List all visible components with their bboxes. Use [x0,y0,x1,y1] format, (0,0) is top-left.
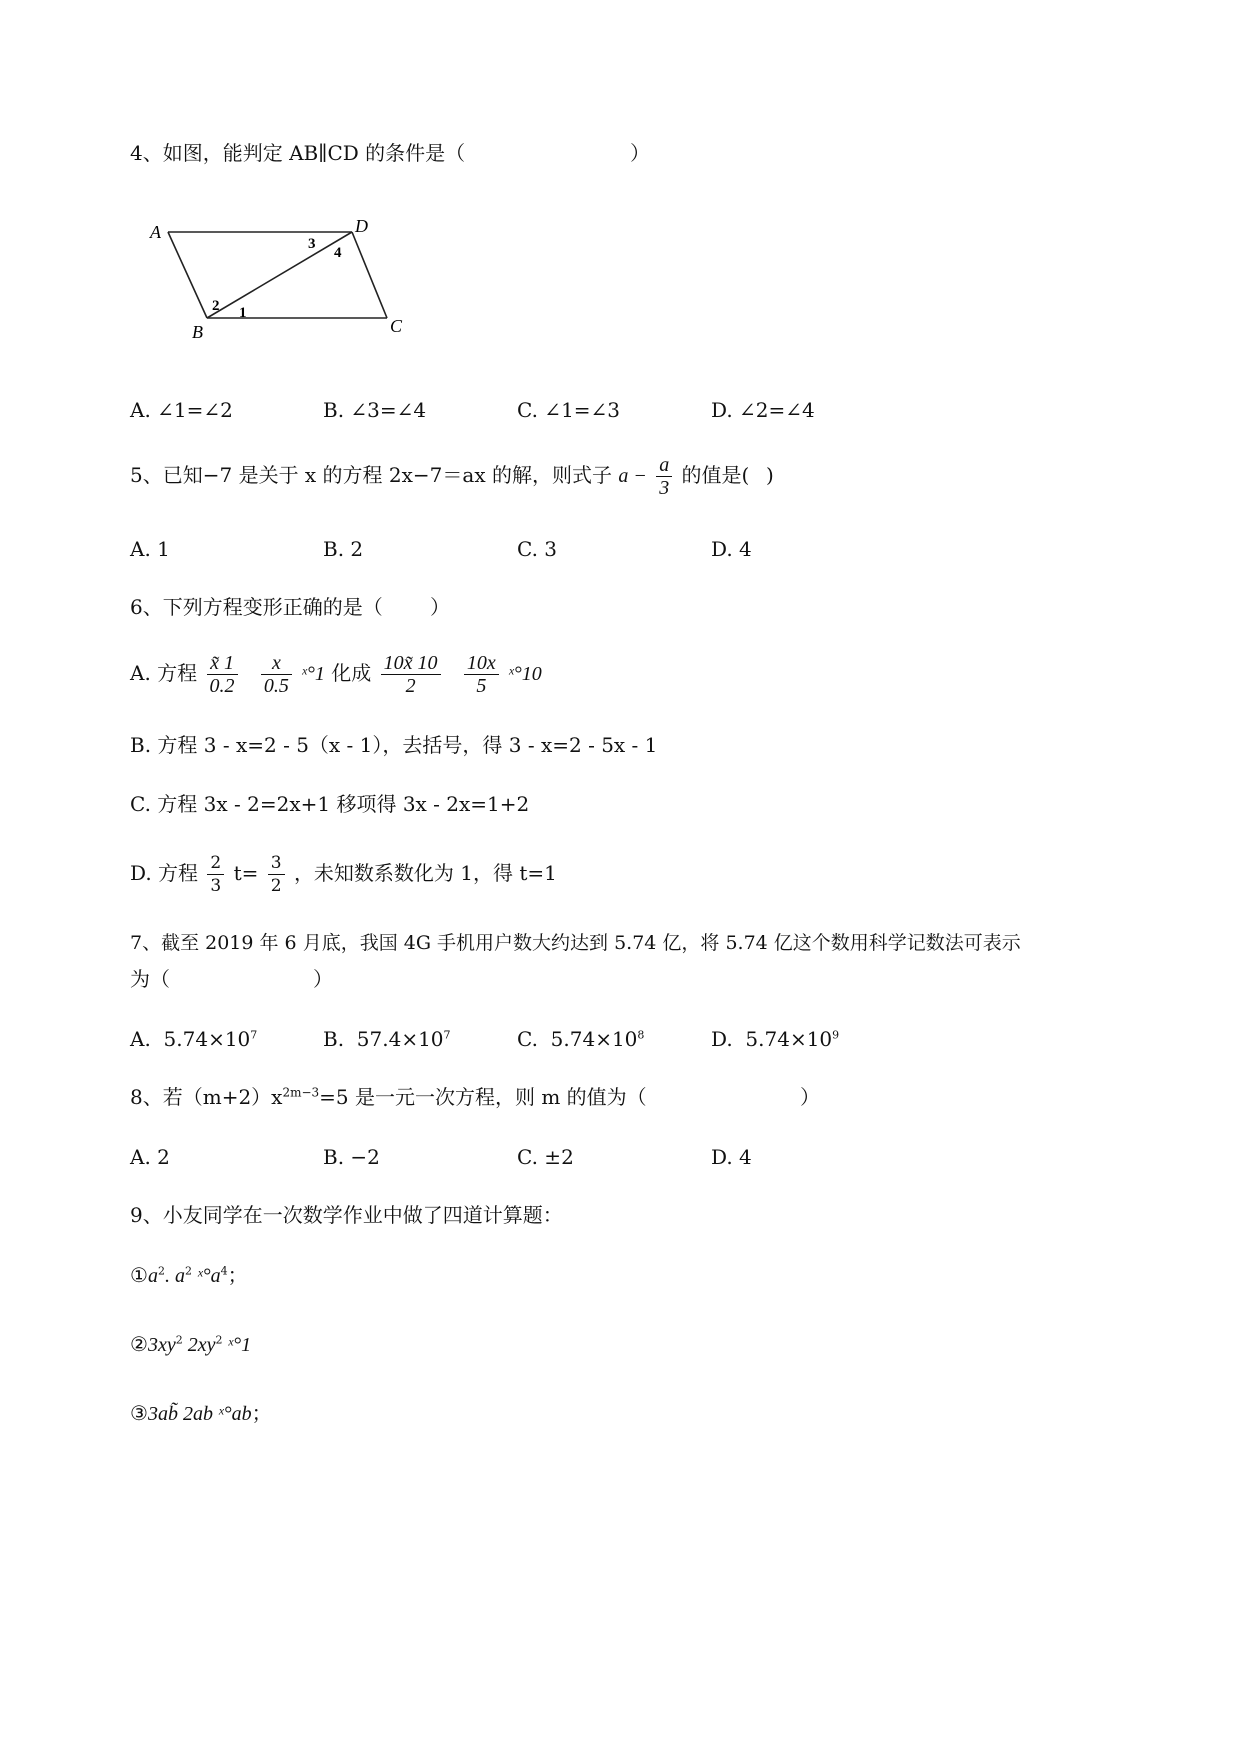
q7-option-c-exp: 8 [637,1028,645,1042]
q5-option-a: A. 1 [130,537,170,561]
q6-a-f1-den: 0.2 [209,675,235,697]
q4-option-d: D. ∠2=∠4 [711,398,815,422]
q7-option-a [130,1026,257,1052]
q6-a-fraction-2 [261,652,292,697]
q8-close-paren: ） [800,1085,820,1109]
angle-label-3: 3 [308,236,316,252]
vertex-label-c: C [390,316,403,336]
q9-item-2 [130,1331,251,1358]
q6-a-f2-den: 0.5 [263,675,289,697]
q5-close-paren: ) [766,463,774,487]
q6-option-a-label: A. 方程 [130,661,198,685]
q7-option-b-exp: 7 [443,1028,451,1042]
q9-item-3-mark: ③ [130,1401,148,1425]
q9-item-1-eq: ˣ°a [191,1265,221,1287]
q6-close-paren: ） [430,595,450,619]
q9-item-1-sup-2: 2 [184,1264,192,1278]
vertex-label-d: D [355,216,368,236]
q7-close-paren: ） [313,967,333,991]
q6-a-rhs-1: ˣ°1 [301,663,325,685]
q6-d-f2-num: 3 [268,852,285,875]
q7-option-b [323,1026,451,1052]
q5-option-d: D. 4 [711,537,752,561]
q9-item-2-base: 3xy [147,1334,176,1356]
q9-item-2-mid: 2xy [182,1334,216,1356]
q9-item-2-mark: ② [130,1332,148,1356]
q6-d-fraction-1 [207,852,224,897]
q6-stem: 6、下列方程变形正确的是（ [130,595,383,619]
q6-d-f2-den: 2 [270,876,282,896]
q4-stem [130,140,465,166]
q6-a-f4-den: 5 [476,675,487,697]
q9-stem: 9、小友同学在一次数学作业中做了四道计算题： [130,1203,563,1227]
q6-d-f1-den: 3 [210,876,222,896]
q7-option-a-base: 5.74×10 [163,1027,251,1051]
q4-close-paren: ） [630,141,650,165]
q9-item-1-sup-1: 2 [157,1264,165,1278]
q6-a-rhs-2: ˣ°10 [508,663,542,685]
q7-option-d-exp: 9 [832,1028,840,1042]
q9-item-1 [130,1262,248,1289]
angle-label-4: 4 [334,245,342,261]
q9-item-1-tail: ； [227,1263,248,1287]
q6-option-b: B. 方程 3 - x=2 - 5（x - 1），去括号，得 3 - x=2 - 5x - 1 [130,733,658,757]
q6-d-tail: ，未知数系数化为 1，得 t=1 [293,861,557,885]
q7-option-c-label: C. [517,1027,538,1051]
q9-item-1-sup-3: 4 [220,1264,228,1278]
q9-item-3-tail: ； [251,1401,272,1425]
q9-item-3-eq: ˣ°ab [212,1403,252,1425]
q6-d-f1-num: 2 [207,852,224,875]
q9-item-3-base: 3ab̃ 2ab [147,1403,213,1425]
q7-option-c [517,1026,644,1052]
q7-option-b-label: B. [323,1027,345,1051]
q9-item-2-sup-1: 2 [175,1333,183,1347]
q7-option-d-label: D. [711,1027,733,1051]
parallelogram-figure [140,210,440,345]
q6-d-fraction-2 [268,852,285,897]
q6-a-fraction-4 [464,652,499,697]
q5-stem-a: 5、已知−7 是关于 x 的方程 2x−7＝ax 的解，则式子 [130,463,612,487]
q8-exponent: 2m−3 [282,1085,320,1100]
q8-option-c: C. ±2 [517,1145,574,1169]
angle-label-1: 1 [239,305,247,321]
q8-option-b: B. −2 [323,1145,380,1169]
q6-a-f2-num: x [261,652,292,675]
q7-line-1: 7、截至 2019 年 6 月底，我国 4G 手机用户数大约达到 5.74 亿，将 5.74 亿这个数用科学记数法可表示 [130,932,1021,954]
vertex-label-a: A [150,222,161,242]
q7-option-d-base: 5.74×10 [745,1027,833,1051]
q7-option-b-base: 57.4×10 [356,1027,444,1051]
q6-option-c: C. 方程 3x - 2=2x+1 移项得 3x - 2x=1+2 [130,792,530,816]
q7-option-c-base: 5.74×10 [550,1027,638,1051]
q8-stem-b: =5 是一元一次方程，则 m 的值为（ [319,1085,647,1109]
q9-item-1-mark: ① [130,1263,148,1287]
q8-option-a: A. 2 [130,1145,170,1169]
q6-a-fraction-1 [207,652,238,697]
q4-option-a: A. ∠1=∠2 [130,398,233,422]
q5-option-b: B. 2 [323,537,364,561]
q6-a-f4-num: 10x [464,652,499,675]
q4-option-b: B. ∠3=∠4 [323,398,427,422]
q6-a-mid: 化成 [331,661,372,685]
q5-expr: a − [618,465,647,487]
q6-option-d-label: D. 方程 [130,861,199,885]
q6-option-d [130,848,557,898]
q5-fraction [656,454,672,499]
q4-option-c: C. ∠1=∠3 [517,398,621,422]
q7-option-a-exp: 7 [250,1028,258,1042]
q6-d-mid: t= [233,861,259,885]
q9-item-2-sup-2: 2 [215,1333,223,1347]
q8-stem-a: 8、若（m+2）x [130,1085,283,1109]
q5-stem [130,452,749,499]
q5-fraction-num: a [656,454,672,477]
q6-a-fraction-3 [381,652,441,697]
q5-fraction-den: 3 [659,477,670,499]
vertex-label-b: B [192,322,203,342]
q7-option-d [711,1026,839,1052]
q9-item-1-mid: . a [164,1265,185,1287]
q8-option-d: D. 4 [711,1145,752,1169]
q7-line-2: 为（ [130,967,170,991]
q6-option-a [130,648,542,699]
q9-item-3 [130,1400,272,1427]
q8-stem [130,1084,647,1110]
q4-stem-text: 4、如图，能判定 AB∥CD 的条件是（ [130,141,466,165]
q6-a-f3-num: 10x̃ 10 [381,652,441,675]
q5-stem-b: 的值是( [681,463,750,487]
q7-option-a-label: A. [130,1027,151,1051]
q5-option-c: C. 3 [517,537,558,561]
angle-label-2: 2 [212,298,220,314]
q9-item-1-base: a [147,1265,158,1287]
q6-a-f3-den: 2 [405,675,416,697]
q9-item-2-eq: ˣ°1 [222,1334,252,1356]
q6-a-f1-num: x̃ 1 [207,652,238,675]
